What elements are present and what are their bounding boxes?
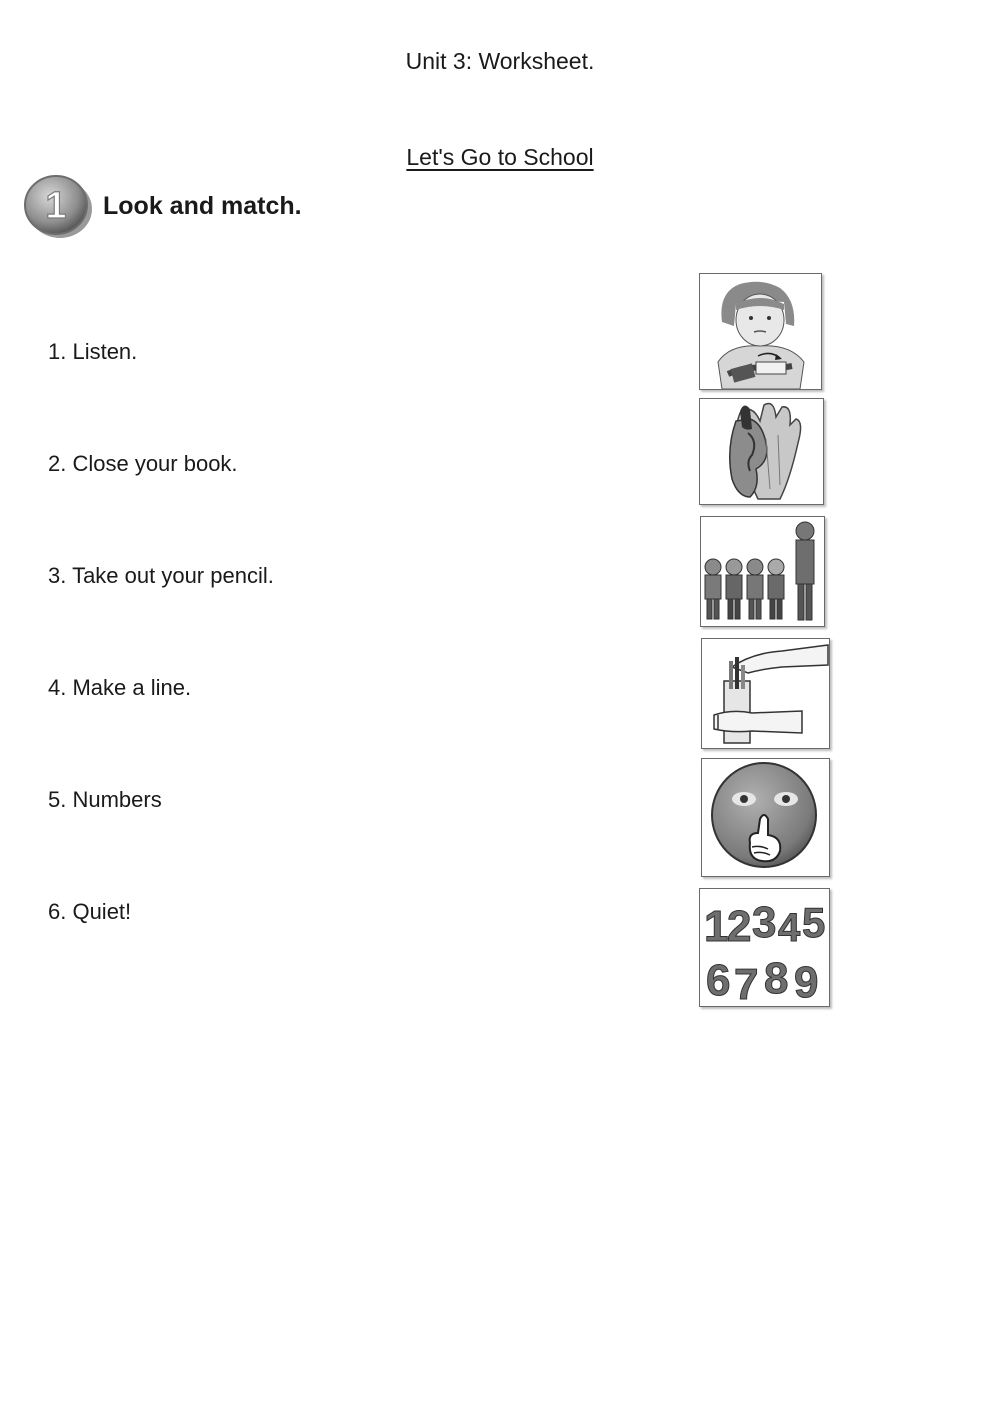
match-item-5: 5. Numbers — [48, 787, 162, 812]
match-item-2: 2. Close your book. — [48, 451, 238, 476]
numbers-icon — [700, 889, 829, 1006]
pencil-case-icon — [702, 639, 829, 748]
picture-make-line — [700, 516, 825, 627]
exercise-heading: Look and match. — [103, 192, 302, 220]
digit-6: 6 — [706, 956, 731, 1005]
worksheet-subtitle — [0, 144, 1000, 171]
digit-5: 5 — [802, 899, 826, 946]
children-line-icon — [701, 517, 824, 626]
digit-4: 4 — [778, 906, 801, 950]
digit-1: 1 — [704, 902, 729, 951]
picture-numbers — [699, 888, 830, 1007]
digit-2: 2 — [727, 902, 752, 951]
digit-7: 7 — [734, 960, 759, 1006]
match-item-3: 3. Take out your pencil. — [48, 563, 274, 588]
picture-close-book — [699, 273, 822, 390]
ear-listen-icon — [700, 399, 823, 504]
exercise-number: 1 — [45, 185, 67, 227]
quiet-face-icon — [702, 759, 829, 876]
digit-3: 3 — [752, 898, 777, 947]
picture-quiet — [701, 758, 830, 877]
match-item-1: 1. Listen. — [48, 339, 138, 364]
digit-8: 8 — [764, 954, 789, 1003]
picture-take-pencil — [701, 638, 830, 749]
subtitle-text: Let's Go to School — [406, 144, 594, 170]
worksheet-title: Unit 3: Worksheet. — [405, 48, 595, 74]
exercise-number-badge — [22, 172, 94, 240]
picture-listen — [699, 398, 824, 505]
match-item-4: 4. Make a line. — [48, 675, 192, 700]
match-item-6: 6. Quiet! — [48, 899, 132, 924]
digit-9: 9 — [794, 958, 819, 1006]
close-book-icon — [700, 274, 821, 389]
